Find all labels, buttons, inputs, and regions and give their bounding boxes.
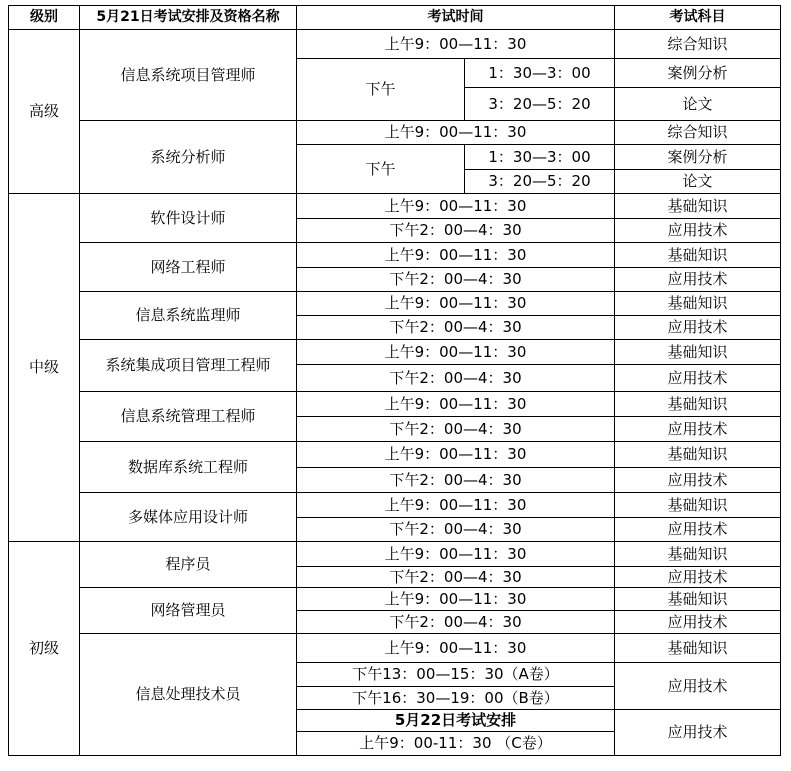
exam-subject: 基础知识 [615,292,781,316]
exam-time: 下午2：00—4：30 [297,611,615,634]
qualification-name: 系统分析师 [80,121,297,194]
table-row [9,442,781,468]
exam-time: 上午9：00—11：30 [297,292,615,316]
exam-subject: 应用技术 [615,663,781,710]
table-row [9,542,781,567]
exam-time: 上午9：00—11：30 [297,442,615,468]
table-row [9,392,781,417]
exam-time: 上午9：00—11：30 [297,542,615,567]
exam-time: 下午2：00—4：30 [297,268,615,292]
exam-time: 下午13：00—15：30（A卷） [297,663,615,687]
exam-time: 上午9：00—11：30 [297,30,615,59]
exam-subject: 论文 [615,88,781,121]
table-row [9,121,781,145]
table-row [9,194,781,219]
exam-time: 下午16：30—19：00（B卷） [297,687,615,710]
exam-time: 下午2：00—4：30 [297,518,615,542]
exam-time: 上午9：00—11：30 [297,194,615,219]
qualification-name: 网络工程师 [80,243,297,292]
exam-subject: 基础知识 [615,392,781,417]
exam-subject: 应用技术 [615,417,781,442]
exam-time: 下午2：00—4：30 [297,567,615,588]
exam-time: 1：30—3：00 [465,145,615,170]
exam-time: 1：30—3：00 [465,59,615,88]
exam-time: 上午9：00—11：30 [297,243,615,268]
exam-time: 上午9：00—11：30 [297,634,615,663]
exam-subject: 综合知识 [615,121,781,145]
exam-subject: 基础知识 [615,243,781,268]
qualification-name: 程序员 [80,542,297,588]
qualification-name: 多媒体应用设计师 [80,493,297,542]
exam-subject: 应用技术 [615,365,781,392]
exam-subject: 应用技术 [615,567,781,588]
exam-time: 上午9：00—11：30 [297,121,615,145]
exam-time: 上午9：00-11：30 （C卷） [297,732,615,756]
table-row [9,588,781,611]
exam-time: 上午9：00—11：30 [297,340,615,365]
qualification-name: 系统集成项目管理工程师 [80,340,297,392]
header-subject: 考试科目 [615,6,781,30]
exam-time: 3：20—5：20 [465,88,615,121]
exam-subject: 应用技术 [615,611,781,634]
table-header-row [9,6,781,30]
header-level: 级别 [9,6,80,30]
level-cell-senior: 高级 [9,30,80,194]
exam-subject: 应用技术 [615,268,781,292]
level-cell-middle: 中级 [9,194,80,542]
qualification-name: 信息系统项目管理师 [80,30,297,121]
exam-time: 下午2：00—4：30 [297,316,615,340]
qualification-name: 数据库系统工程师 [80,442,297,493]
table-row [9,243,781,268]
exam-subject: 应用技术 [615,468,781,493]
exam-subject: 案例分析 [615,145,781,170]
exam-time: 上午9：00—11：30 [297,392,615,417]
exam-subject: 应用技术 [615,710,781,756]
afternoon-label: 下午 [297,59,465,121]
table-row [9,30,781,59]
exam-subject: 基础知识 [615,442,781,468]
exam-schedule-table [8,5,781,756]
exam-subject: 基础知识 [615,542,781,567]
table-row [9,292,781,316]
may22-title: 5月22日考试安排 [297,710,615,732]
qualification-name: 软件设计师 [80,194,297,243]
exam-time: 下午2：00—4：30 [297,219,615,243]
table-row [9,340,781,365]
exam-subject: 应用技术 [615,518,781,542]
exam-subject: 案例分析 [615,59,781,88]
exam-subject: 基础知识 [615,340,781,365]
exam-subject: 基础知识 [615,493,781,518]
header-name: 5月21日考试安排及资格名称 [80,6,297,30]
qualification-name: 信息系统监理师 [80,292,297,340]
exam-time: 下午2：00—4：30 [297,417,615,442]
exam-time: 上午9：00—11：30 [297,493,615,518]
exam-subject: 应用技术 [615,316,781,340]
exam-time: 下午2：00—4：30 [297,365,615,392]
exam-subject: 基础知识 [615,588,781,611]
exam-subject: 综合知识 [615,30,781,59]
exam-time: 下午2：00—4：30 [297,468,615,493]
qualification-name: 信息处理技术员 [80,634,297,756]
header-time: 考试时间 [297,6,615,30]
level-cell-junior: 初级 [9,542,80,756]
table-row [9,634,781,663]
afternoon-label: 下午 [297,145,465,194]
exam-subject: 论文 [615,170,781,194]
exam-subject: 应用技术 [615,219,781,243]
exam-subject: 基础知识 [615,634,781,663]
exam-time: 3：20—5：20 [465,170,615,194]
exam-time: 上午9：00—11：30 [297,588,615,611]
qualification-name: 信息系统管理工程师 [80,392,297,442]
table-row [9,493,781,518]
qualification-name: 网络管理员 [80,588,297,634]
exam-subject: 基础知识 [615,194,781,219]
